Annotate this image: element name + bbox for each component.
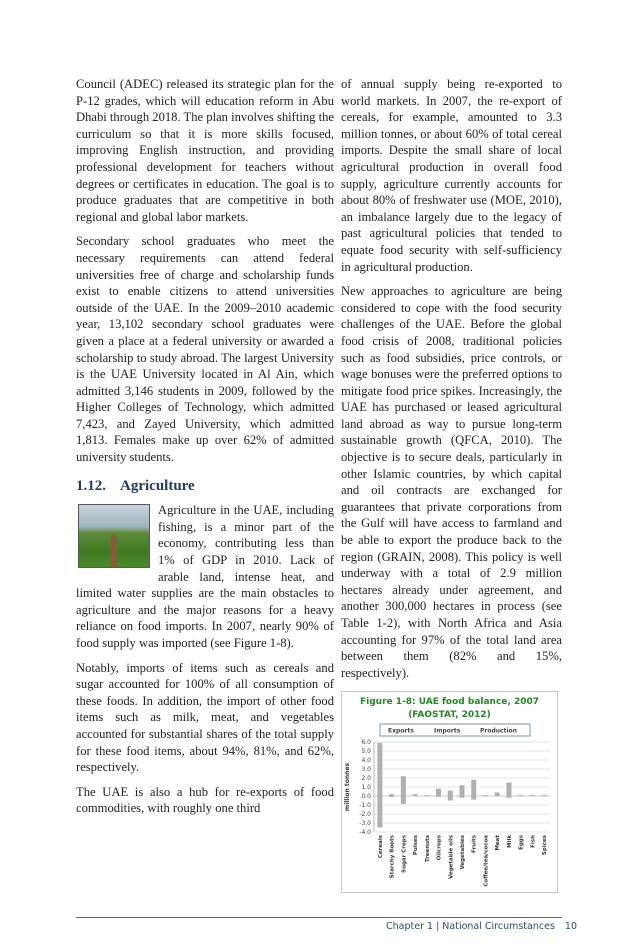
greenhouse-photo bbox=[78, 504, 150, 568]
bar-fruits bbox=[471, 780, 476, 800]
y-tick-label: 4.0 bbox=[361, 757, 371, 765]
paragraph: New approaches to agriculture are being considered to cope with the food security challenges of the UAE. Before the global food crisis of 2008, traditional policies such as food subsidies, price controls, or wage bonuses were the preferred options to mitigate food price spikes. Increasingly, the UAE has purchased or leased agricultural land abroad as way to pursue long-term sustainable growth (QFCA, 2010). The objective is to secure deals, particularly in other Islamic countries, by which capital and oil contracts are exchanged for guarantees that private corporations from the Gulf will have access to farmland and be able to export the produce back to the region (GRAIN, 2008). This policy is well underway with a total of 2.9 million hectares already under agreement, and another 300,000 hectares in process (see Table 1-2), with North Africa and Asia accounting for 97% of the total land area between them (82% and 15%, respectively). bbox=[341, 284, 562, 680]
page-number: 10 bbox=[564, 921, 577, 933]
y-tick-label: 0.0 bbox=[361, 793, 371, 801]
chart-title-text: Figure 1-8: UAE food balance, 2007 bbox=[359, 697, 539, 708]
legend-entry: Imports bbox=[434, 727, 461, 735]
x-tick-label: Meat bbox=[495, 835, 502, 851]
bar-cereals bbox=[377, 743, 382, 828]
bar-vegetable-oils bbox=[448, 791, 453, 801]
x-tick-label: Fruits bbox=[471, 835, 478, 854]
chart-plot bbox=[342, 692, 557, 892]
section-title: Agriculture bbox=[120, 477, 195, 494]
x-tick-label: Starchy Roots bbox=[389, 835, 396, 879]
y-tick-label: 1.0 bbox=[361, 784, 371, 792]
bar-treenuts bbox=[424, 795, 429, 796]
bar-sugar-crops bbox=[401, 777, 406, 805]
section-heading bbox=[76, 478, 334, 495]
y-tick-label: 3.0 bbox=[361, 766, 371, 774]
bar-milk bbox=[506, 783, 511, 798]
y-tick-label: 6.0 bbox=[361, 739, 371, 747]
section-number: 1.12. bbox=[76, 477, 106, 494]
left-column bbox=[76, 76, 334, 825]
bar-starchy-roots bbox=[389, 795, 394, 798]
paragraph: Notably, imports of items such as cereals and sugar accounted for 100% of all consumption of these foods. In addition, the import of other food items such as milk, meat, and vegetables accounted for substantial shares of the total supply for these food items, about 94%, 81%, and 62%, respectively. bbox=[76, 660, 334, 775]
y-tick-label: 2.0 bbox=[361, 775, 371, 783]
y-tick-label: -2.0 bbox=[359, 811, 371, 819]
x-tick-label: Pulses bbox=[413, 835, 420, 856]
y-tick-label: 5.0 bbox=[361, 748, 371, 756]
bar-pulses bbox=[413, 795, 418, 797]
legend-entry: Exports bbox=[388, 727, 414, 735]
x-tick-label: Cereals bbox=[377, 835, 384, 859]
right-column bbox=[341, 76, 562, 893]
x-tick-label: Milk bbox=[506, 835, 513, 849]
x-tick-label: Spices bbox=[542, 835, 549, 856]
y-tick-label: -3.0 bbox=[359, 820, 371, 828]
bar-fish bbox=[530, 795, 535, 796]
bar-oilcrops bbox=[436, 789, 441, 797]
y-axis-label: million tonnes bbox=[344, 763, 351, 812]
x-tick-label: Vegetable oils bbox=[448, 835, 455, 880]
x-tick-label: Sugar Crops bbox=[401, 835, 408, 874]
paragraph: Agriculture in the UAE, including fishing, is a minor part of the economy, contributing less than 1% of GDP in 2010. Lack of arable land, intense heat, and limited water supplies are the main obstacles to agriculture and the major reasons for a heavy reliance on food imports. In 2007, nearly 90% of food supply was imported (see Figure 1-8). bbox=[76, 503, 334, 650]
x-tick-label: Vegetables bbox=[460, 835, 466, 870]
chart-subtitle: (FAOSTAT, 2012) bbox=[408, 710, 491, 721]
paragraph: Council (ADEC) released its strategic plan for the P-12 grades, which will education reform in Abu Dhabi through 2018. The plan involves shifting the curriculum so that it is more skills focused, improving English instruction, and providing professional development for teachers without degrees or certificates in education. The goal is to produce graduates that are competitive in both regional and global labor markets. bbox=[76, 77, 334, 224]
text-columns bbox=[76, 76, 562, 893]
x-tick-label: Coffee/tea/cocoa bbox=[483, 835, 490, 887]
footer-rule bbox=[76, 917, 562, 918]
x-tick-label: Oilcrops bbox=[436, 835, 443, 861]
bar-eggs bbox=[518, 795, 523, 796]
paragraph: Secondary school graduates who meet the necessary requirements can attend federal universities free of charge and scholarship funds exist to enable citizens to attend universities outside of the UAE. In the 2009–2010 academic year, 13,102 secondary school graduates were given a place at a federal university or awarded a scholarship to study abroad. The largest University is the UAE University located in Al Ain, which admitted 3,146 students in 2009, followed by the Higher Colleges of Technology, which admitted 7,423, and Zayed University, which admitted 1,813. Females make up over 62% of admitted university students. bbox=[76, 234, 334, 465]
bar-coffee-tea-cocoa bbox=[483, 795, 488, 796]
footer-chapter: Chapter 1 | National Circumstances bbox=[386, 921, 555, 933]
footer-area bbox=[76, 917, 577, 933]
bar-vegetables bbox=[460, 786, 465, 799]
page-footer bbox=[386, 921, 577, 933]
paragraph: of annual supply being re-exported to world markets. In 2007, the re-export of cereals, for example, amounted to 3.3 million tonnes, or about 60% of total cereal imports. Despite the small share of local agricultural production in overall food supply, agriculture currently accounts for about 80% of freshwater use (MOE, 2010), an imbalance largely due to the legacy of past agricultural policies that tended to equate food security with self-sufficiency in agricultural production. bbox=[341, 77, 562, 274]
bar-spices bbox=[542, 795, 547, 796]
x-tick-label: Treenuts bbox=[424, 835, 431, 863]
food-balance-chart bbox=[341, 691, 558, 893]
bar-meat bbox=[495, 793, 500, 797]
x-tick-label: Eggs bbox=[518, 835, 525, 851]
paragraph: The UAE is also a hub for re-exports of food commodities, with roughly one third bbox=[76, 784, 334, 816]
y-tick-label: -1.0 bbox=[359, 802, 371, 810]
y-tick-label: -4.0 bbox=[359, 829, 371, 837]
x-tick-label: Fish bbox=[530, 835, 537, 849]
legend-entry: Production bbox=[480, 727, 517, 735]
